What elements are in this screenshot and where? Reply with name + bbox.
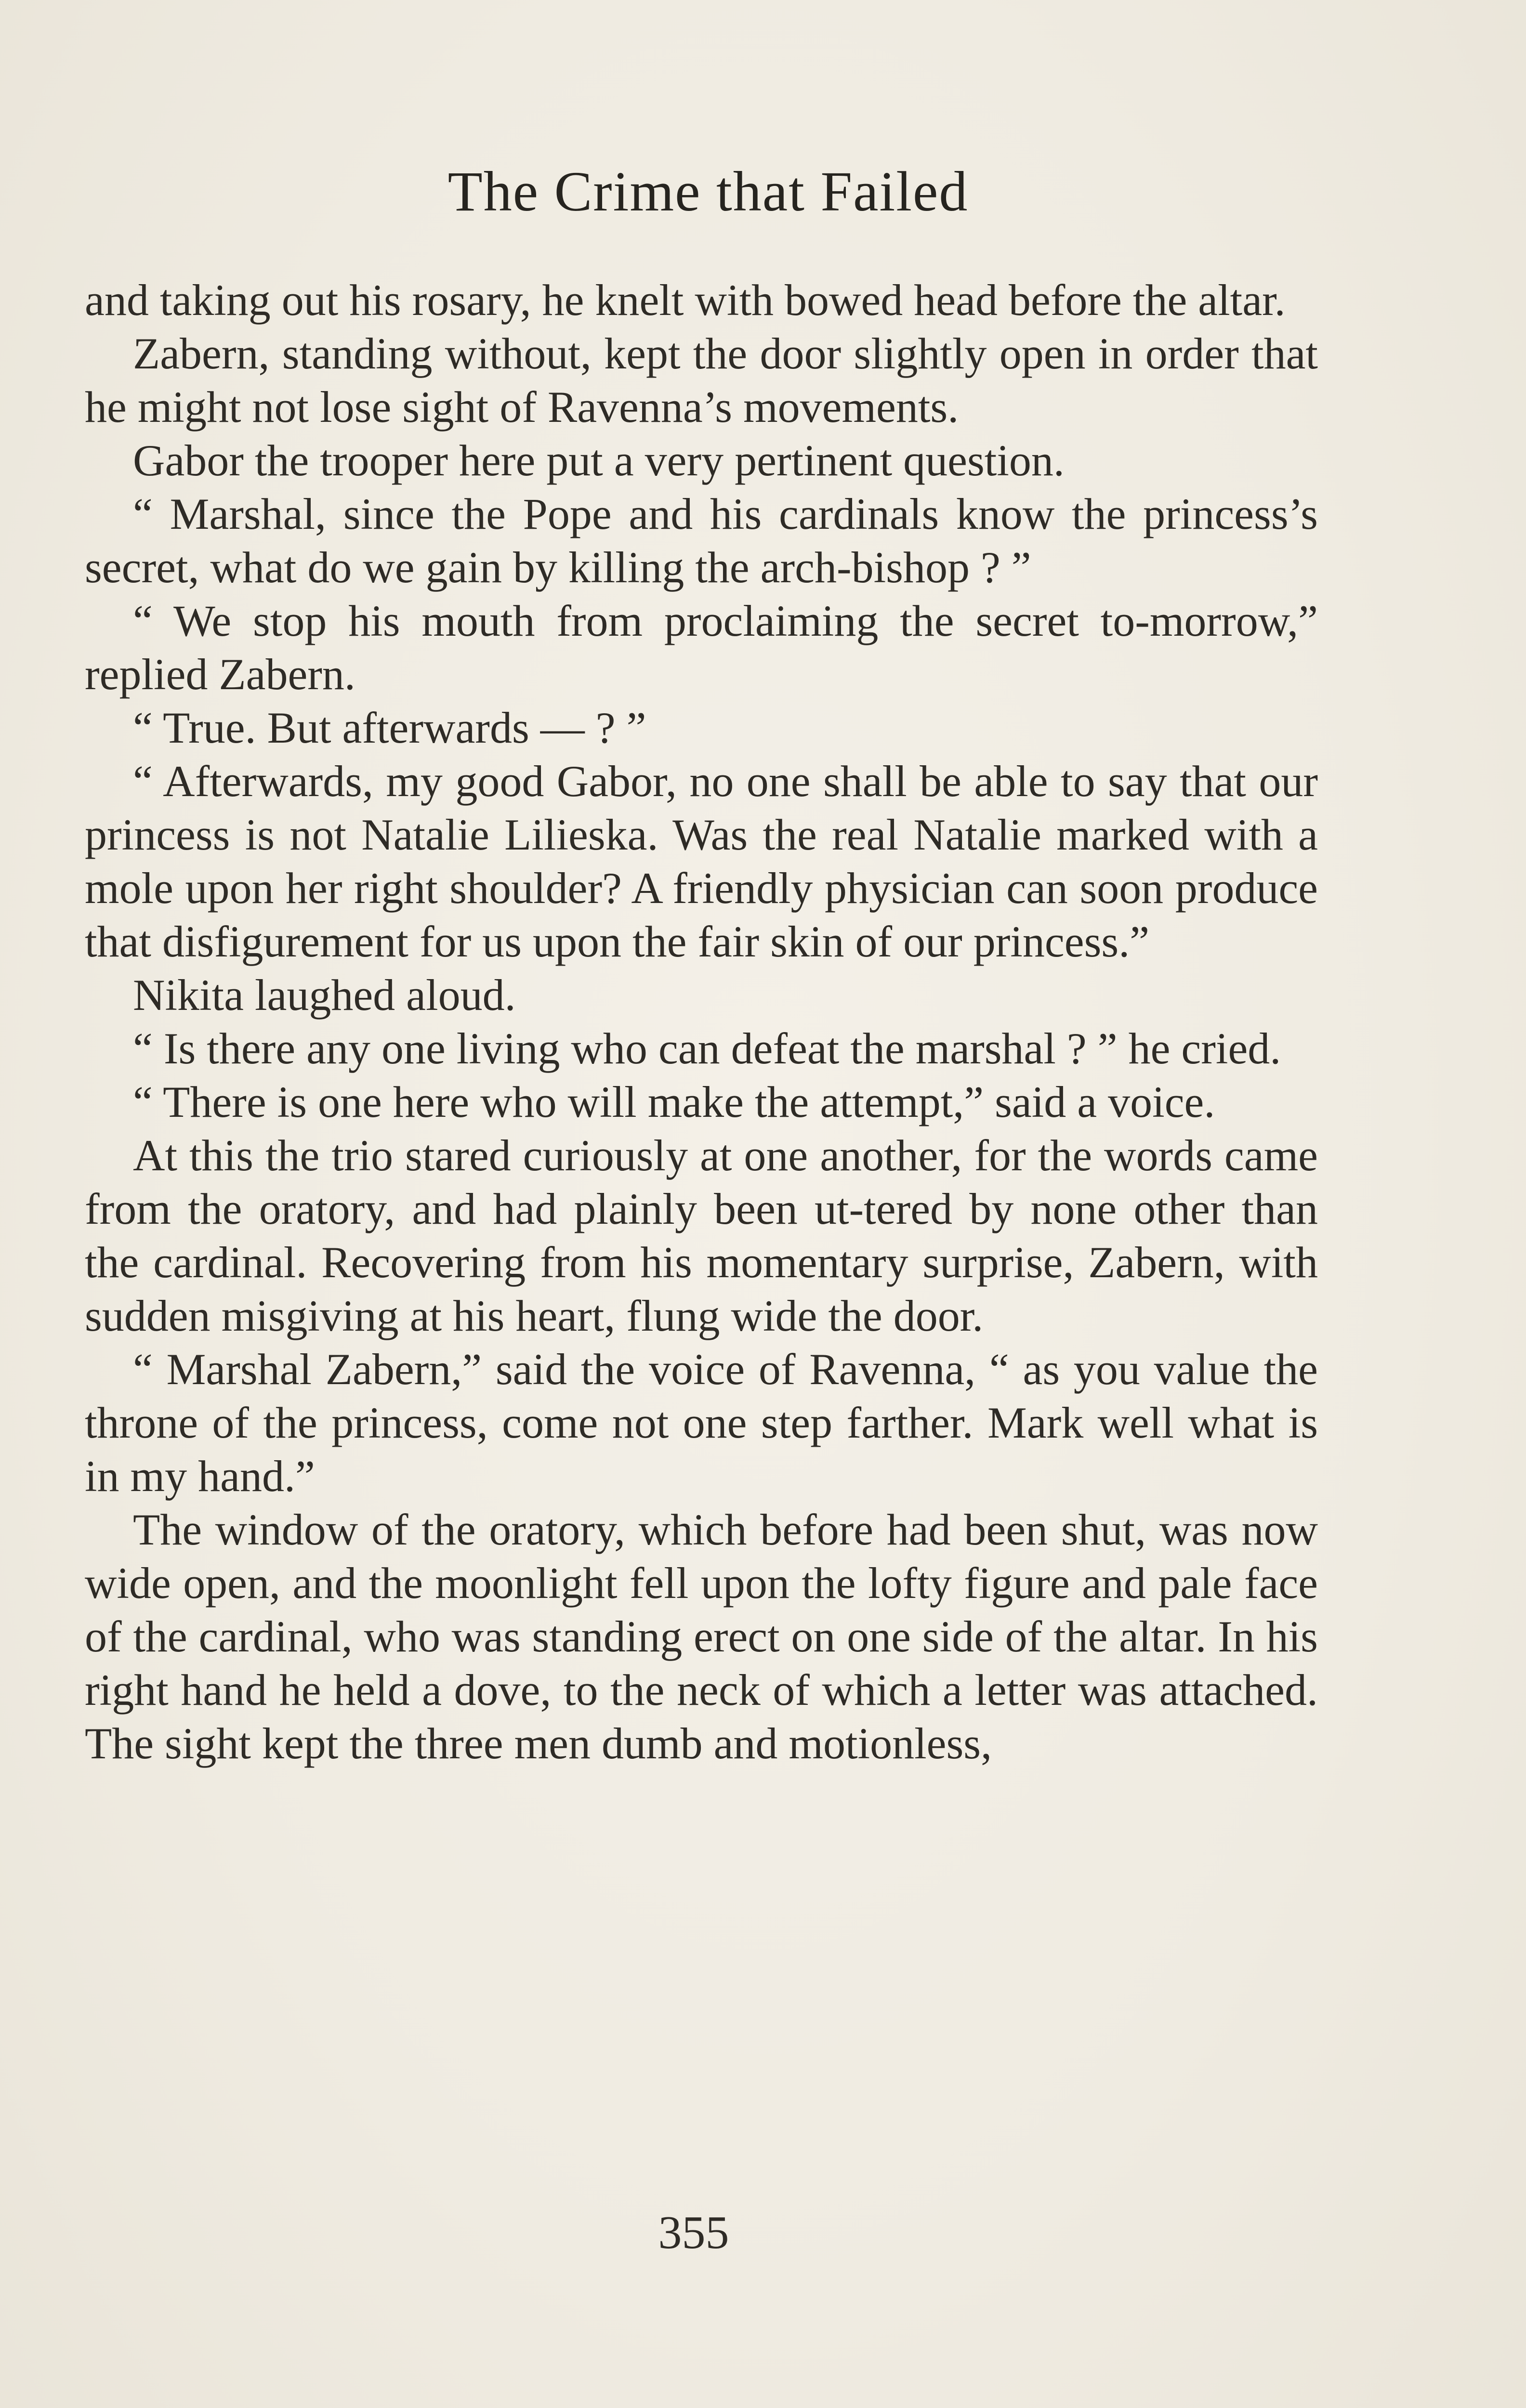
paragraph-8: Nikita laughed aloud. — [133, 970, 516, 1020]
body-text — [85, 274, 1318, 1770]
paragraph-7: “ Afterwards, my good Gabor, no one shall be able to say that our princess is not Natalie Lilieska. Was the real Natalie marked with a mole upon her right shoulder? A friendly physician can soon produce that disfigurement for us upon the fair skin of our princess.” — [85, 757, 1318, 966]
paragraph-1: and taking out his rosary, he knelt with bowed head before the altar. — [85, 275, 1286, 325]
paragraph-9: “ Is there any one living who can defeat the marshal ? ” he cried. — [133, 1024, 1281, 1073]
paragraph-10: “ There is one here who will make the attempt,” said a voice. — [133, 1077, 1215, 1126]
paragraph-5: “ We stop his mouth from proclaiming the secret to-morrow,” replied Zabern. — [85, 596, 1318, 699]
paragraph-3: Gabor the trooper here put a very pertinent question. — [133, 436, 1065, 485]
paragraph-2: Zabern, standing without, kept the door slightly open in order that he might not lose sight of Ravenna’s movements. — [85, 329, 1318, 432]
paragraph-11: At this the trio stared curiously at one another, for the words came from the oratory, and had plainly been ut-tered by none other than the cardinal. Recovering from his momentary surprise, Zabern, with sudden misgiving at his heart, flung wide the door. — [85, 1131, 1318, 1340]
page-number: 355 — [658, 2207, 729, 2259]
paragraph-4: “ Marshal, since the Pope and his cardinals know the princess’s secret, what do we gain by killing the arch-bishop ? ” — [85, 489, 1318, 592]
paragraph-13: The window of the oratory, which before had been shut, was now wide open, and the moonlight fell upon the lofty figure and pale face of the cardinal, who was standing erect on one side of the altar. In his right hand he held a dove, to the neck of which a letter was attached. The sight kept the three men dumb and motionless, — [85, 1505, 1318, 1768]
running-head: The Crime that Failed — [447, 160, 969, 223]
paragraph-6: “ True. But afterwards — ? ” — [133, 703, 646, 752]
paragraph-12: “ Marshal Zabern,” said the voice of Ravenna, “ as you value the throne of the princess, come not one step farther. Mark well what is in my hand.” — [85, 1345, 1318, 1501]
